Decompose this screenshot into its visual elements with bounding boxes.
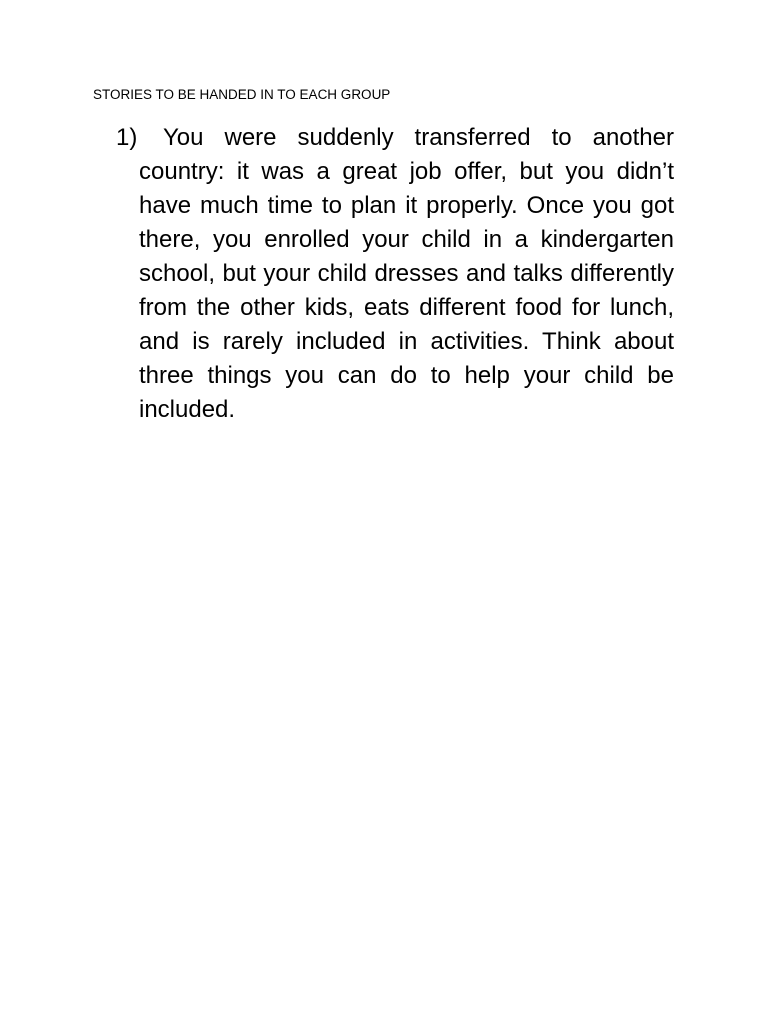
story-item [116,121,674,427]
document-heading: STORIES TO BE HANDED IN TO EACH GROUP [93,87,391,102]
story-paragraph [116,121,674,427]
story-number: 1) [116,124,138,151]
story-body: You were suddenly transferred to another country: it was a great job offer, but you didn’t have much time to plan it properly. Once you got there, you enrolled your child in a kindergarten school, but your child dresses and talks differently from the other kids, eats different food for lunch, and is rarely included in activities. Think about three things you can do to help your child be included. [139,124,674,423]
